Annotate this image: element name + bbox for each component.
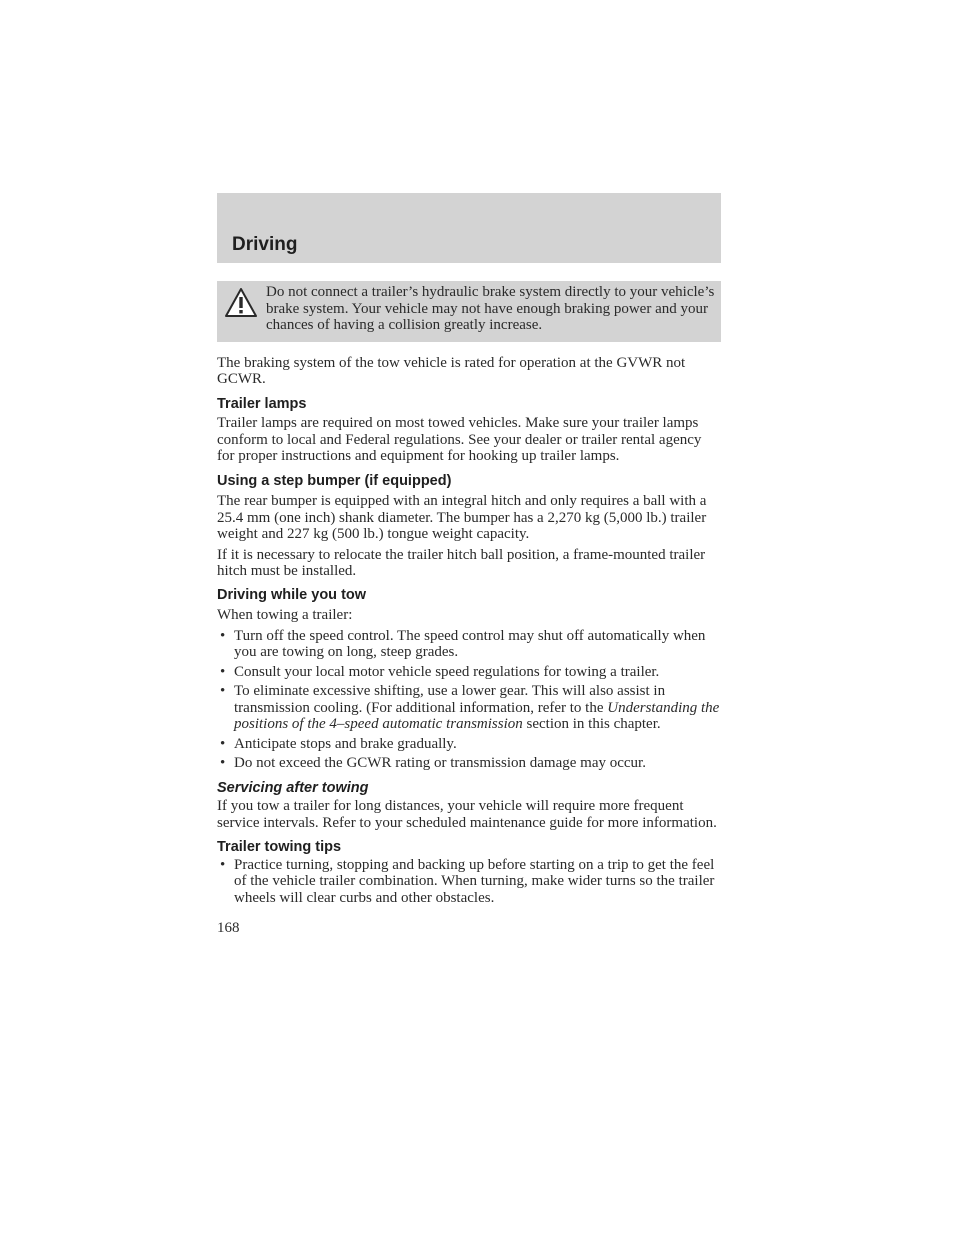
body-content [217, 355, 721, 937]
list-item: • Do not exceed the GCWR rating or transmission damage may occur. [217, 755, 721, 772]
section-banner [217, 193, 721, 263]
list-item-text: To eliminate excessive shifting, use a lower gear. This will also assist in transmission cooling. (For additional information, refer to the [234, 683, 666, 716]
manual-page [217, 193, 721, 937]
trailer-lamps-heading: Trailer lamps [217, 395, 307, 412]
step-bumper-text-1: The rear bumper is equipped with an integral hitch and only requires a ball with a 25.4 mm (one inch) shank diameter. The bumper has a 2,270 kg (5,000 lb.) trailer weight and 227 kg (500 lb.) tongue weight capacity. [217, 493, 707, 542]
list-item [217, 683, 721, 733]
page-number: 168 [217, 920, 240, 936]
tips-heading: Trailer towing tips [217, 839, 342, 855]
step-bumper-heading: Using a step bumper (if equipped) [217, 472, 452, 489]
warning-text: Do not connect a trailer’s hydraulic brake system directly to your vehicle’s brake system. Your vehicle may not have enough braking power and your chances of having a collision greatly increase. [266, 284, 715, 333]
section-reference: Understanding the positions of the 4–speed automatic transmission [234, 699, 720, 732]
servicing-text: If you tow a trailer for long distances, your vehicle will require more frequent service intervals. Refer to your scheduled maintenance guide for more information. [217, 798, 717, 831]
driving-tow-intro: When towing a trailer: [217, 607, 353, 623]
tips-list [217, 857, 721, 907]
list-item: • Consult your local motor vehicle speed regulations for towing a trailer. [217, 664, 721, 681]
servicing-heading: Servicing after towing [217, 779, 369, 796]
section-title: Driving [232, 234, 298, 255]
driving-tow-list [217, 628, 721, 772]
step-bumper-text-2: If it is necessary to relocate the trailer hitch ball position, a frame-mounted trailer hitch must be installed. [217, 546, 706, 579]
trailer-lamps-text: Trailer lamps are required on most towed vehicles. Make sure your trailer lamps conform to local and Federal regulations. See your dealer or trailer rental agency for proper instructions and equipment for hooking up trailer lamps. [217, 415, 702, 464]
driving-tow-heading: Driving while you tow [217, 586, 367, 603]
intro-paragraph: The braking system of the tow vehicle is rated for operation at the GVWR not GCWR. [217, 354, 686, 387]
list-item: • Anticipate stops and brake gradually. [217, 736, 721, 753]
list-item: • Practice turning, stopping and backing up before starting on a trip to get the feel of the vehicle trailer combination. When turning, make wider turns so the trailer wheels will clear curbs and other obstacles. [217, 857, 721, 907]
warning-triangle-icon [224, 287, 258, 319]
list-item: • Turn off the speed control. The speed control may shut off automatically when you are towing on long, steep grades. [217, 628, 721, 661]
warning-box [217, 281, 721, 342]
list-item-text: section in this chapter. [522, 716, 661, 732]
